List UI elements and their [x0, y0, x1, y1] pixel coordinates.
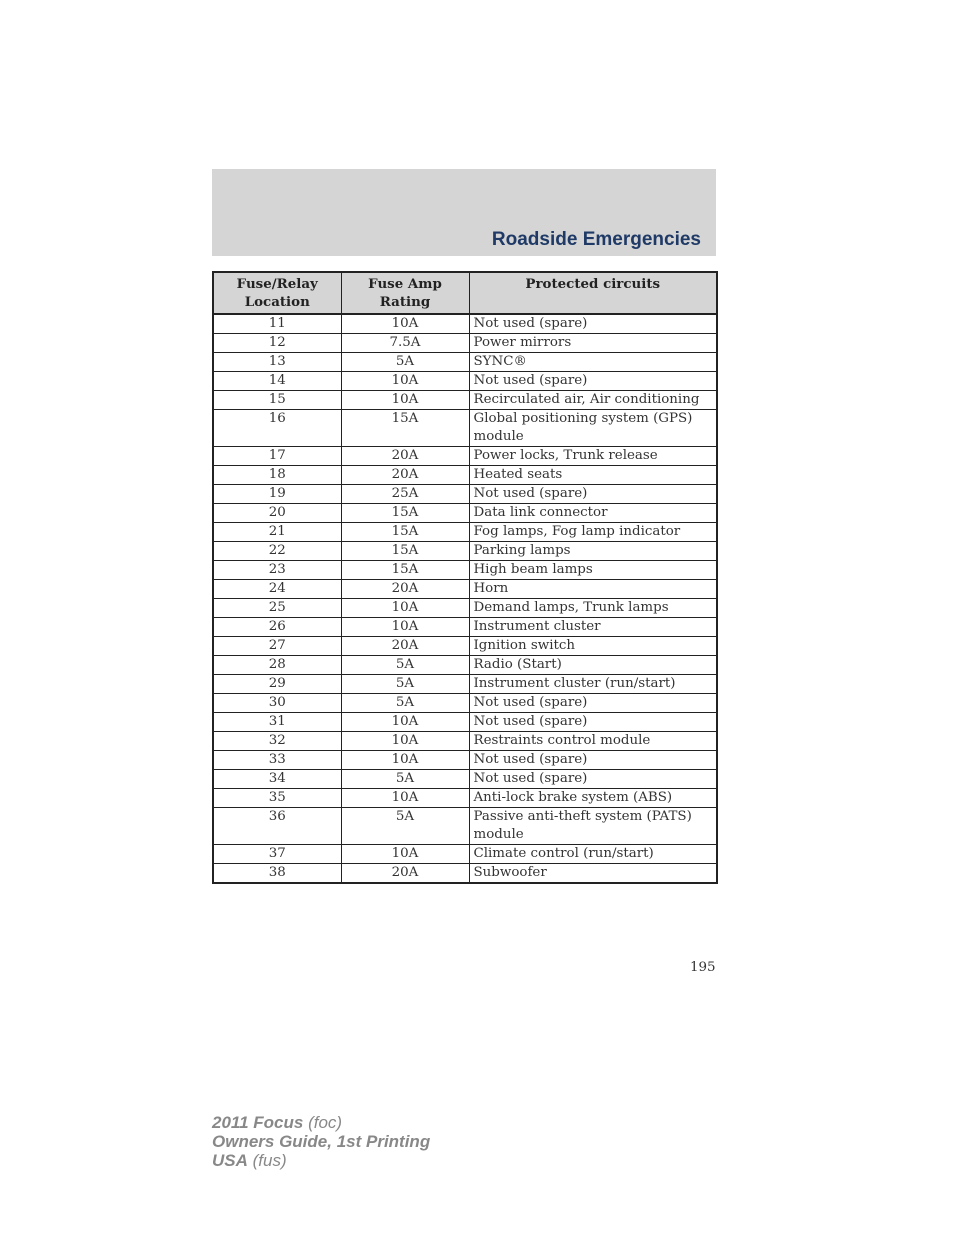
cell-rating: 5A	[341, 353, 469, 372]
cell-rating: 5A	[341, 694, 469, 713]
cell-rating: 15A	[341, 561, 469, 580]
cell-rating: 10A	[341, 618, 469, 637]
cell-rating: 10A	[341, 599, 469, 618]
table-row	[213, 391, 717, 410]
table-header-row	[213, 272, 717, 314]
column-header-circuits: Protected circuits	[469, 272, 717, 314]
cell-location: 20	[213, 504, 341, 523]
cell-rating: 20A	[341, 466, 469, 485]
cell-location: 14	[213, 372, 341, 391]
table-row	[213, 372, 717, 391]
table-row	[213, 845, 717, 864]
table-row	[213, 485, 717, 504]
page-number: 195	[690, 960, 716, 975]
table-row	[213, 523, 717, 542]
cell-location: 38	[213, 864, 341, 884]
cell-location: 17	[213, 447, 341, 466]
cell-rating: 5A	[341, 808, 469, 845]
cell-location: 16	[213, 410, 341, 447]
cell-circuit: Radio (Start)	[469, 656, 717, 675]
cell-rating: 20A	[341, 447, 469, 466]
cell-circuit: Instrument cluster (run/start)	[469, 675, 717, 694]
cell-circuit: Subwoofer	[469, 864, 717, 884]
cell-circuit: Instrument cluster	[469, 618, 717, 637]
cell-location: 29	[213, 675, 341, 694]
table-row	[213, 864, 717, 884]
cell-rating: 20A	[341, 864, 469, 884]
cell-rating: 10A	[341, 845, 469, 864]
cell-circuit: Anti-lock brake system (ABS)	[469, 789, 717, 808]
table-row	[213, 353, 717, 372]
cell-location: 15	[213, 391, 341, 410]
cell-circuit: Not used (spare)	[469, 485, 717, 504]
table-row	[213, 447, 717, 466]
column-header-rating: Fuse Amp Rating	[341, 272, 469, 314]
table-row	[213, 580, 717, 599]
cell-rating: 20A	[341, 580, 469, 599]
table-row	[213, 675, 717, 694]
section-header-band	[212, 169, 716, 256]
table-row	[213, 599, 717, 618]
table-row	[213, 694, 717, 713]
table-row	[213, 751, 717, 770]
footer-line-model	[212, 1113, 430, 1132]
cell-circuit: Not used (spare)	[469, 713, 717, 732]
cell-rating: 10A	[341, 372, 469, 391]
table-row	[213, 789, 717, 808]
cell-circuit: Not used (spare)	[469, 751, 717, 770]
table-row	[213, 410, 717, 447]
cell-location: 37	[213, 845, 341, 864]
cell-rating: 5A	[341, 656, 469, 675]
cell-location: 11	[213, 314, 341, 334]
table-row	[213, 314, 717, 334]
cell-rating: 15A	[341, 542, 469, 561]
cell-location: 12	[213, 334, 341, 353]
footer-guide: Owners Guide, 1st Printing	[212, 1132, 431, 1151]
cell-location: 28	[213, 656, 341, 675]
table-row	[213, 618, 717, 637]
cell-circuit: Not used (spare)	[469, 770, 717, 789]
cell-location: 13	[213, 353, 341, 372]
cell-circuit: Data link connector	[469, 504, 717, 523]
cell-location: 25	[213, 599, 341, 618]
footer-market-code: (fus)	[252, 1151, 287, 1170]
cell-rating: 20A	[341, 637, 469, 656]
cell-location: 35	[213, 789, 341, 808]
section-title: Roadside Emergencies	[491, 229, 701, 250]
table-row	[213, 713, 717, 732]
table-row	[213, 561, 717, 580]
table-row	[213, 542, 717, 561]
table-row	[213, 732, 717, 751]
cell-location: 34	[213, 770, 341, 789]
column-header-location: Fuse/Relay Location	[213, 272, 341, 314]
table-row	[213, 637, 717, 656]
cell-rating: 7.5A	[341, 334, 469, 353]
footer-line-market	[212, 1151, 430, 1170]
cell-location: 18	[213, 466, 341, 485]
table-row	[213, 808, 717, 845]
cell-circuit: Not used (spare)	[469, 372, 717, 391]
cell-circuit: Ignition switch	[469, 637, 717, 656]
cell-circuit: Heated seats	[469, 466, 717, 485]
cell-rating: 15A	[341, 504, 469, 523]
cell-location: 23	[213, 561, 341, 580]
cell-circuit: Global positioning system (GPS) module	[469, 410, 717, 447]
fuse-table	[212, 271, 718, 884]
cell-circuit: Passive anti-theft system (PATS) module	[469, 808, 717, 845]
cell-circuit: High beam lamps	[469, 561, 717, 580]
cell-circuit: Climate control (run/start)	[469, 845, 717, 864]
cell-location: 27	[213, 637, 341, 656]
cell-location: 19	[213, 485, 341, 504]
cell-location: 22	[213, 542, 341, 561]
cell-circuit: Recirculated air, Air conditioning	[469, 391, 717, 410]
cell-location: 36	[213, 808, 341, 845]
cell-location: 32	[213, 732, 341, 751]
table-row	[213, 504, 717, 523]
table-body	[213, 314, 717, 883]
footer-line-guide	[212, 1132, 430, 1151]
cell-circuit: Fog lamps, Fog lamp indicator	[469, 523, 717, 542]
table-row	[213, 770, 717, 789]
cell-location: 33	[213, 751, 341, 770]
cell-location: 26	[213, 618, 341, 637]
cell-location: 31	[213, 713, 341, 732]
footer	[212, 1113, 430, 1170]
cell-circuit: SYNC®	[469, 353, 717, 372]
cell-location: 30	[213, 694, 341, 713]
footer-model-code: (foc)	[308, 1113, 343, 1132]
cell-circuit: Power mirrors	[469, 334, 717, 353]
cell-circuit: Parking lamps	[469, 542, 717, 561]
cell-location: 21	[213, 523, 341, 542]
cell-circuit: Restraints control module	[469, 732, 717, 751]
cell-rating: 10A	[341, 713, 469, 732]
table-row	[213, 466, 717, 485]
cell-rating: 10A	[341, 751, 469, 770]
cell-location: 24	[213, 580, 341, 599]
cell-circuit: Demand lamps, Trunk lamps	[469, 599, 717, 618]
cell-circuit: Not used (spare)	[469, 314, 717, 334]
cell-rating: 25A	[341, 485, 469, 504]
cell-rating: 10A	[341, 314, 469, 334]
cell-rating: 15A	[341, 410, 469, 447]
table-row	[213, 334, 717, 353]
cell-rating: 5A	[341, 770, 469, 789]
cell-rating: 15A	[341, 523, 469, 542]
cell-rating: 10A	[341, 789, 469, 808]
table-row	[213, 656, 717, 675]
cell-rating: 5A	[341, 675, 469, 694]
footer-model: 2011 Focus	[212, 1113, 304, 1132]
cell-circuit: Not used (spare)	[469, 694, 717, 713]
footer-market: USA	[212, 1151, 248, 1170]
cell-circuit: Horn	[469, 580, 717, 599]
cell-circuit: Power locks, Trunk release	[469, 447, 717, 466]
cell-rating: 10A	[341, 732, 469, 751]
cell-rating: 10A	[341, 391, 469, 410]
